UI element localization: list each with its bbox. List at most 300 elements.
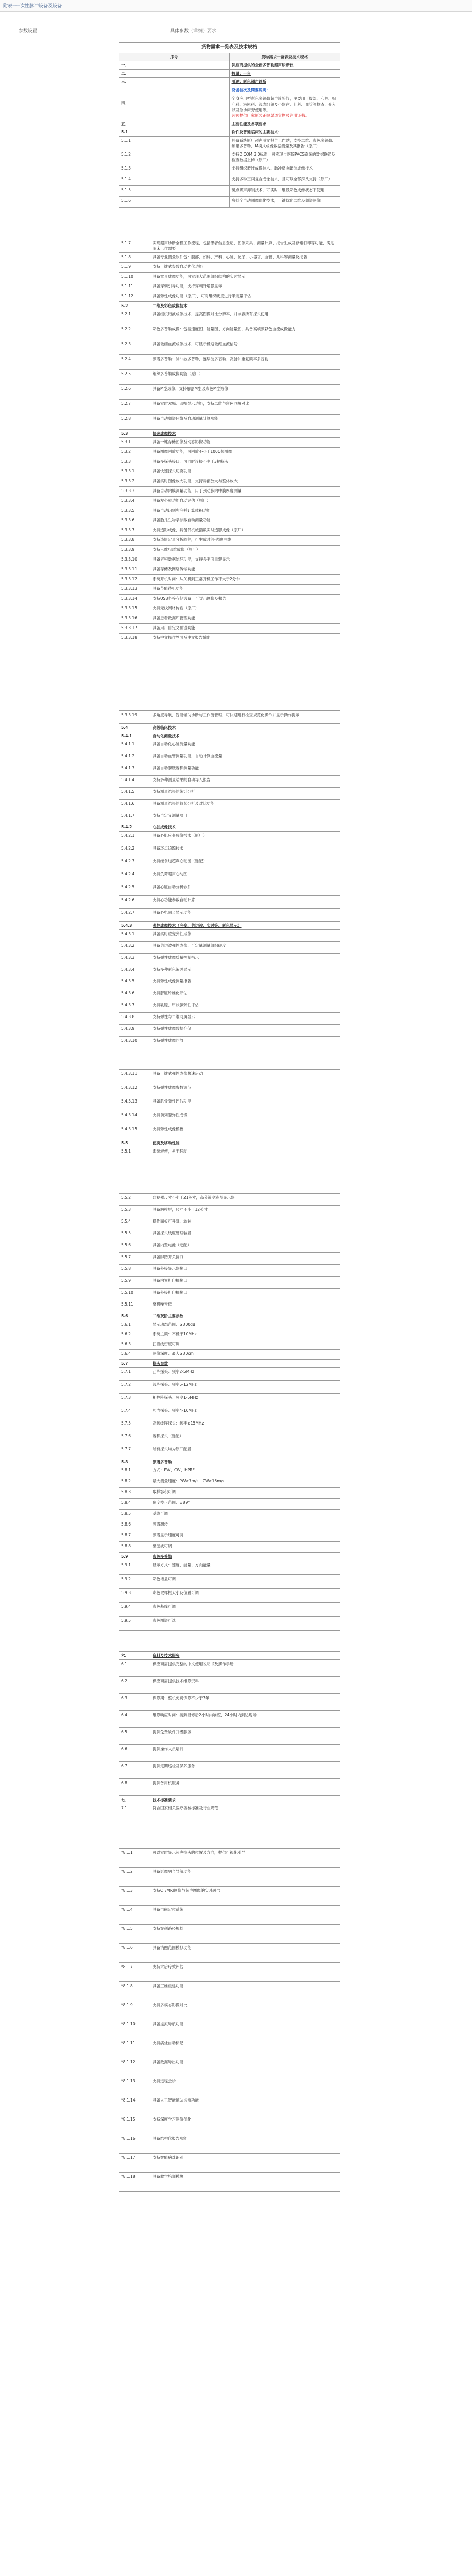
spec-row xyxy=(119,1300,340,1312)
group-title: 资料及技术服务 xyxy=(150,1652,340,1660)
row-num: *8.1.2 xyxy=(119,1868,150,1887)
row-num: 5.9.1 xyxy=(119,1561,150,1575)
spec-row xyxy=(119,811,340,823)
row-text: 具备多探头接口，可同时连接不少于3把探头 xyxy=(150,457,340,467)
row-num: 5.3.3.5 xyxy=(119,506,150,516)
spec-row xyxy=(119,1466,340,1477)
row-num: *8.1.11 xyxy=(119,2039,150,2058)
spec-row xyxy=(119,1001,340,1013)
row-text: 支持多种测量结果的自动导入报告 xyxy=(150,776,340,788)
row-num: 5.7.4 xyxy=(119,1406,150,1419)
group-title: 自动化测量技术 xyxy=(150,732,340,740)
spec-row xyxy=(119,604,340,614)
spec-row xyxy=(119,752,340,764)
group-num: 5.8 xyxy=(119,1458,150,1466)
spec-row xyxy=(119,467,340,477)
row-num: 5.4.3.3 xyxy=(119,954,150,965)
row-text: 保修期：整机免费保修不少于3年 xyxy=(150,1694,340,1711)
row-text: 支持造影定量分析软件，可生成时间-强度曲线 xyxy=(150,536,340,546)
row-text: 支持多种彩色编码显示 xyxy=(150,965,340,977)
group-num: 5.4 xyxy=(119,724,150,732)
col-content: 货物需求一览表及技术规格 xyxy=(229,53,340,61)
row-text: 具备自动化心脏测量功能 xyxy=(150,740,340,752)
group-title: 弹性成像技术（应变、剪切波、实时等，彩色显示） xyxy=(150,922,340,930)
row-num: *8.1.5 xyxy=(119,1925,150,1944)
spec-row xyxy=(119,1963,340,1982)
row-text: 整机噪音低 xyxy=(150,1300,340,1312)
row-num: 5.3.3 xyxy=(119,457,150,467)
rows-8 xyxy=(119,1849,340,2192)
spec-row xyxy=(119,2039,340,2058)
row-text: 多角度导航，智能辅助诊断与工作流管理，可快速进行检查规范化操作并显示操作提示 xyxy=(150,711,340,724)
row-num: 6.8 xyxy=(119,1779,150,1796)
spec-row xyxy=(119,870,340,883)
row-text: 支持无线网络传输（原厂） xyxy=(150,604,340,614)
spec-row xyxy=(119,1097,340,1111)
spec-row xyxy=(119,942,340,954)
spec-row xyxy=(119,977,340,989)
rows-5-4-3 xyxy=(119,930,340,1048)
row-text: 支持心功能参数自动计算 xyxy=(150,896,340,909)
spec-row xyxy=(119,1868,340,1887)
spec-row xyxy=(119,1925,340,1944)
row-text: 支持弹性成像质量控制指示 xyxy=(150,954,340,965)
row-text: 具备宽景成像功能，可实现大范围组织结构的实时显示 xyxy=(150,273,340,282)
spec-row xyxy=(119,1906,340,1925)
row-text: 具备剪切波弹性成像，可定量测量组织硬度 xyxy=(150,942,340,954)
row-num: 5.8.8 xyxy=(119,1542,150,1553)
row-num: 5.4.1.1 xyxy=(119,740,150,752)
row-text: 可以实时显示超声探头的位置及方向，提供可视化引导 xyxy=(150,1849,340,1868)
spec-row xyxy=(119,310,340,325)
spec-row xyxy=(119,438,340,448)
row-text: 具备教学培训模块 xyxy=(150,2173,340,2192)
row-num: 5.4.2.2 xyxy=(119,844,150,857)
row-num: 5.4.3.15 xyxy=(119,1125,150,1139)
row-num: 5.5.2 xyxy=(119,1194,150,1206)
spec-row xyxy=(119,1394,340,1406)
row-num: 5.3.3.1 xyxy=(119,467,150,477)
row-num: 5.5.8 xyxy=(119,1265,150,1277)
row-num: *8.1.1 xyxy=(119,1849,150,1868)
spec-row xyxy=(119,1194,340,1206)
row-text: 取样容积可调 xyxy=(150,1488,340,1499)
row-num: 5.8.3 xyxy=(119,1488,150,1499)
row-text: 具备测量结果的趋势分析及对比功能 xyxy=(150,800,340,811)
row-num: 5.3.3.11 xyxy=(119,565,150,575)
row-text: 具备节能待机功能 xyxy=(150,585,340,595)
row-num: 5.5.10 xyxy=(119,1289,150,1300)
row-num: 5.3.3.19 xyxy=(119,711,150,724)
row-text: 具备自动血管测量功能，自动计算血流量 xyxy=(150,752,340,764)
spec-row xyxy=(119,1340,340,1350)
row-text: 具备电磁定位系统 xyxy=(150,1906,340,1925)
spec-row xyxy=(119,1289,340,1300)
spec-row xyxy=(119,1944,340,1963)
spec-row xyxy=(119,1125,340,1139)
row-num: 5.3.3.12 xyxy=(119,575,150,585)
row-text: 具备虚拟导航功能 xyxy=(150,2020,340,2039)
spec-row xyxy=(119,137,340,150)
spec-row xyxy=(119,1589,340,1603)
spec-row xyxy=(119,909,340,922)
row-text: 提供定期巡检及保养服务 xyxy=(150,1762,340,1779)
spec-row xyxy=(119,1575,340,1589)
group-title: 频谱多普勒 xyxy=(150,1458,340,1466)
spec-row xyxy=(119,1013,340,1025)
row-num: *8.1.15 xyxy=(119,2115,150,2134)
section-title: 数量：一台 xyxy=(229,70,340,78)
spec-row xyxy=(119,1206,340,1217)
row-num: 5.1.11 xyxy=(119,282,150,292)
row-num: 6.3 xyxy=(119,1694,150,1711)
spec-row xyxy=(119,1265,340,1277)
row-text: 支持乳腺、甲状腺弹性评估 xyxy=(150,1001,340,1013)
spec-row xyxy=(119,1488,340,1499)
row-text: 支持弹性成像参数调节 xyxy=(150,1083,340,1097)
row-text: 显示动态范围：≥300dB xyxy=(150,1320,340,1330)
spec-row xyxy=(119,526,340,536)
rows-5-4-3b xyxy=(119,1070,340,1139)
row-num: 5.4.3.14 xyxy=(119,1111,150,1125)
row-text: 支持术后疗效评估 xyxy=(150,1963,340,1982)
group-num: 5.7 xyxy=(119,1360,150,1368)
spec-row xyxy=(119,1520,340,1531)
section-paragraph: 全身应用型彩色多普勒超声诊断仪，主要用于腹部、心脏、妇产科、泌尿科、浅表组织及小器官、儿科、血管等检查，介入以及急诊床旁使用等。 xyxy=(231,96,336,112)
row-text: 具备触摸屏，尺寸不小于12英寸 xyxy=(150,1206,340,1217)
row-num: 5.2.3 xyxy=(119,340,150,355)
row-text: 病灶全自动图像优化技术，一键优化二维及频谱图像 xyxy=(229,197,340,208)
row-text: 具备胎儿生物学参数自动测量功能 xyxy=(150,516,340,526)
spec-row xyxy=(119,1419,340,1432)
row-text: 具备自动内膜测量功能，用于颈动脉内中膜厚度测量 xyxy=(150,487,340,497)
row-num: 5.9.4 xyxy=(119,1603,150,1617)
row-num: 5.3.2 xyxy=(119,448,150,457)
spec-table-main xyxy=(119,42,340,208)
row-num: 5.4.2.5 xyxy=(119,883,150,896)
row-text: 线阵探头：频率5-12MHz xyxy=(150,1381,340,1394)
row-text: 系统主频：不低于10MHz xyxy=(150,1330,340,1340)
row-num: *8.1.7 xyxy=(119,1963,150,1982)
spec-row xyxy=(119,1253,340,1265)
spec-row xyxy=(119,1982,340,2001)
row-num: 5.2.4 xyxy=(119,355,150,370)
row-text: 支持组织谐波成像技术、脉冲反向谐波成像技术 xyxy=(229,164,340,175)
spec-row xyxy=(119,740,340,752)
row-text: 彩色增益可调 xyxy=(150,1575,340,1589)
row-num: 5.2.7 xyxy=(119,400,150,415)
spec-row xyxy=(119,1330,340,1340)
group-title: 高级临床技术 xyxy=(150,724,340,732)
spec-row xyxy=(119,1111,340,1125)
row-num: 5.8.4 xyxy=(119,1499,150,1510)
row-text: 支持经食道超声心动图（选配） xyxy=(150,857,340,870)
row-text: 腔内探头：频率4-10MHz xyxy=(150,1406,340,1419)
spec-row xyxy=(119,516,340,526)
row-num: 5.3.3.18 xyxy=(119,634,150,643)
row-text: 频谱翻转 xyxy=(150,1520,340,1531)
row-num: 5.4.3.9 xyxy=(119,1025,150,1037)
row-num: 6.5 xyxy=(119,1728,150,1745)
rows-5-6 xyxy=(119,1320,340,1360)
section-num: 一、 xyxy=(119,61,230,70)
spec-row xyxy=(119,487,340,497)
row-text: 具备快速探头切换功能 xyxy=(150,467,340,477)
row-num: 5.5.1 xyxy=(119,1147,150,1157)
spec-row xyxy=(119,325,340,340)
row-text: 提供免费软件升级服务 xyxy=(150,1728,340,1745)
row-num: 5.5.7 xyxy=(119,1253,150,1265)
row-num: 5.1.5 xyxy=(119,186,230,197)
spec-row xyxy=(119,1762,340,1779)
spec-row xyxy=(119,989,340,1001)
group-title: 二维及彩色成像技术 xyxy=(150,302,340,310)
group-num: 5.4.1 xyxy=(119,732,150,740)
row-text: 最大测量速度：PW≥7m/s，CW≥15m/s xyxy=(150,1477,340,1488)
row-text: 具备内置电池（选配） xyxy=(150,1241,340,1253)
row-text: 支持多种空间复合成像技术，且可以全部探头支持（原厂） xyxy=(229,175,340,186)
spec-row xyxy=(119,1499,340,1510)
spec-row xyxy=(119,1432,340,1445)
row-text: 具备自动识别卵泡并计算体积功能 xyxy=(150,506,340,516)
doc-title: 货物需求一览表及技术规格 xyxy=(119,43,340,53)
header-left-label: 附表一 xyxy=(3,4,18,9)
row-text: 支持测量结果的统计分析 xyxy=(150,788,340,800)
spec-row xyxy=(119,788,340,800)
spec-row xyxy=(119,764,340,776)
row-num: 5.6.2 xyxy=(119,1330,150,1340)
row-num: 5.4.1.5 xyxy=(119,788,150,800)
row-num: 6.4 xyxy=(119,1711,150,1728)
spec-row xyxy=(119,1241,340,1253)
spec-row xyxy=(119,832,340,844)
row-num: *8.1.4 xyxy=(119,1906,150,1925)
row-text: 具备微细血流成像技术，可显示低速微细血流信号 xyxy=(150,340,340,355)
spec-row xyxy=(119,2134,340,2154)
row-text: 彩色基线可调 xyxy=(150,1603,340,1617)
spec-row xyxy=(119,585,340,595)
row-num: *8.1.10 xyxy=(119,2020,150,2039)
spec-row xyxy=(119,857,340,870)
spec-row xyxy=(119,273,340,282)
row-text: 支持穿刺路径规划 xyxy=(150,1925,340,1944)
row-text: 角度校正范围：±89° xyxy=(150,1499,340,1510)
row-num: 5.4.3.1 xyxy=(119,930,150,942)
row-text: 凸阵探头：频率2-5MHz xyxy=(150,1368,340,1381)
row-num: 5.4.1.7 xyxy=(119,811,150,823)
group-title: 软件及普通临床的主要技术： xyxy=(229,128,340,137)
row-text: 提供备用机服务 xyxy=(150,1779,340,1796)
spec-row xyxy=(119,555,340,565)
row-text: 具备结构化报告功能 xyxy=(150,2134,340,2154)
spec-row xyxy=(119,1779,340,1796)
row-text: 支持三维/四维成像（原厂） xyxy=(150,546,340,555)
row-text: 支持弹性与二维同屏显示 xyxy=(150,1013,340,1025)
section-num: 三、 xyxy=(119,78,230,86)
spec-row xyxy=(119,1745,340,1762)
rows-5-9 xyxy=(119,1561,340,1631)
spec-table-7 xyxy=(119,1848,340,2192)
spec-row xyxy=(119,1406,340,1419)
row-text: 供应商需提供技术维修资料 xyxy=(150,1677,340,1694)
row-num: 5.5.5 xyxy=(119,1229,150,1241)
spec-row xyxy=(119,2020,340,2039)
row-text: 提供操作人员培训 xyxy=(150,1745,340,1762)
spec-row xyxy=(119,1561,340,1575)
row-text: 具备探头线缆管理装置 xyxy=(150,1229,340,1241)
row-num: 5.5.9 xyxy=(119,1277,150,1289)
group-title: 便携及移动性能 xyxy=(150,1139,340,1147)
spec-row xyxy=(119,1711,340,1728)
row-text: 具备心肌应变成像技术（原厂） xyxy=(150,832,340,844)
row-text: 供应商需提供完整的中文使用说明书及操作手册 xyxy=(150,1660,340,1677)
row-num: 5.4.2.6 xyxy=(119,896,150,909)
spec-row xyxy=(119,340,340,355)
spec-row xyxy=(119,954,340,965)
row-num: 5.4.2.1 xyxy=(119,832,150,844)
spec-row xyxy=(119,1277,340,1289)
spec-row xyxy=(119,400,340,415)
spec-row xyxy=(119,776,340,788)
spec-row xyxy=(119,239,340,253)
row-num: 5.7.1 xyxy=(119,1368,150,1381)
spec-row xyxy=(119,1849,340,1868)
row-num: 5.6.1 xyxy=(119,1320,150,1330)
row-text: 支持USB外接存储设备，可导出图像及报告 xyxy=(150,595,340,604)
param-row xyxy=(0,21,472,39)
row-text: 具备脚踏开关接口 xyxy=(150,1253,340,1265)
row-num: 5.3.3.4 xyxy=(119,497,150,506)
row-text: 支持弹性成像数据存储 xyxy=(150,1025,340,1037)
row-text: 具备自动频谱包络及自动测量计算功能 xyxy=(150,415,340,430)
spec-row xyxy=(119,614,340,624)
spec-row xyxy=(119,575,340,585)
row-num: 5.8.2 xyxy=(119,1477,150,1488)
row-num: 5.4.1.2 xyxy=(119,752,150,764)
group-title: 快速成像技术 xyxy=(150,430,340,438)
group-num: 5.5 xyxy=(119,1139,150,1147)
row-text: 显示方式：速度、能量、方向能量 xyxy=(150,1561,340,1575)
spec-row xyxy=(119,175,340,186)
row-text: 高频线阵探头：频率≥15MHz xyxy=(150,1419,340,1432)
row-text: 具备心脏自动分析软件 xyxy=(150,883,340,896)
spec-row xyxy=(119,150,340,164)
row-text: 基线可调 xyxy=(150,1510,340,1520)
row-text: 系统开机时间：从关机到正常开机工作不大于2分钟 xyxy=(150,575,340,585)
row-text: 彩色图谱可选 xyxy=(150,1617,340,1631)
section-title: 设备档次及简要说明： xyxy=(231,88,271,92)
row-text: 具备自动膀胱容积测量功能 xyxy=(150,764,340,776)
row-num: 5.8.5 xyxy=(119,1510,150,1520)
row-num: 5.2.2 xyxy=(119,325,150,340)
spec-row xyxy=(119,1603,340,1617)
row-text: 支持病灶自动标记 xyxy=(150,2039,340,2058)
row-num: 5.5.11 xyxy=(119,1300,150,1312)
row-num: 5.4.2.4 xyxy=(119,870,150,883)
row-num: 5.1.9 xyxy=(119,263,150,273)
row-text: 具备数据导出功能 xyxy=(150,2058,340,2077)
row-num: 5.7.5 xyxy=(119,1419,150,1432)
row-text: 支持多模态影像对比 xyxy=(150,2001,340,2020)
spec-row xyxy=(119,1350,340,1360)
spec-row xyxy=(119,2154,340,2173)
row-num: *8.1.3 xyxy=(119,1887,150,1906)
row-num: 6.2 xyxy=(119,1677,150,1694)
spec-row xyxy=(119,385,340,400)
row-text: 具备M型成像，支持解剖M型及彩色M型成像 xyxy=(150,385,340,400)
row-num: 5.4.3.13 xyxy=(119,1097,150,1111)
row-text: 维修响应时间：接到报修后2小时内响应，24小时内到达现场 xyxy=(150,1711,340,1728)
rows-5-7 xyxy=(119,1368,340,1458)
spec-row xyxy=(119,536,340,546)
row-num: 5.9.5 xyxy=(119,1617,150,1631)
row-num: *8.1.6 xyxy=(119,1944,150,1963)
row-num: 5.4.3.2 xyxy=(119,942,150,954)
row-text: 支持弹性成像模板 xyxy=(150,1125,340,1139)
spec-row xyxy=(119,546,340,555)
spec-row xyxy=(119,1660,340,1677)
spec-row xyxy=(119,1510,340,1520)
spec-row xyxy=(119,497,340,506)
row-text: 操作面板可升降、旋转 xyxy=(150,1217,340,1229)
row-num: 5.2.8 xyxy=(119,415,150,430)
section-num: 五、 xyxy=(119,120,230,128)
spec-row xyxy=(119,1477,340,1488)
spec-row xyxy=(119,506,340,516)
row-num: 5.1.2 xyxy=(119,150,230,164)
row-num: 5.8.6 xyxy=(119,1520,150,1531)
row-num: *8.1.18 xyxy=(119,2173,150,2192)
row-text: 支持CT/MRI图像与超声图像的实时融合 xyxy=(150,1887,340,1906)
group-num: 5.9 xyxy=(119,1553,150,1561)
spec-row xyxy=(119,1320,340,1330)
row-num: 5.3.3.10 xyxy=(119,555,150,565)
rows-5-1 xyxy=(119,137,340,208)
spec-row xyxy=(119,624,340,634)
row-num: 5.7.7 xyxy=(119,1445,150,1458)
rows-5-2 xyxy=(119,310,340,430)
section-paragraph-emphasis: 必须提供厂家原装正规渠道货物及注册证书。 xyxy=(231,113,309,118)
group-title: 心脏成像技术 xyxy=(150,823,340,832)
spec-row xyxy=(119,634,340,643)
row-num: 5.1.1 xyxy=(119,137,230,150)
row-text: 具备影像融合导航功能 xyxy=(150,1868,340,1887)
group-title: 彩色多普勒 xyxy=(150,1553,340,1561)
row-num: 5.3.3.9 xyxy=(119,546,150,555)
row-text: 支持远程会诊 xyxy=(150,2077,340,2096)
row-num: *8.1.16 xyxy=(119,2134,150,2154)
rows-6 xyxy=(119,1660,340,1796)
row-num: 5.3.1 xyxy=(119,438,150,448)
spec-row xyxy=(119,457,340,467)
spec-row xyxy=(119,1070,340,1083)
row-text: 容积探头（选配） xyxy=(150,1432,340,1445)
row-num: 5.6.4 xyxy=(119,1350,150,1360)
spec-row xyxy=(119,370,340,385)
spec-table-2 xyxy=(119,239,340,643)
rows-5-8 xyxy=(119,1466,340,1553)
row-num: 5.9.2 xyxy=(119,1575,150,1589)
row-text: 支持自定义测量项目 xyxy=(150,811,340,823)
row-num: 7.1 xyxy=(119,1804,150,1827)
row-text: 相控阵探头：频率1-5MHz xyxy=(150,1394,340,1406)
row-num: 5.3.3.7 xyxy=(119,526,150,536)
group-num: 5.4.2 xyxy=(119,823,150,832)
spec-row xyxy=(119,1368,340,1381)
row-num: 5.5.3 xyxy=(119,1206,150,1217)
spec-row xyxy=(119,883,340,896)
row-text: 壁滤波可调 xyxy=(150,1542,340,1553)
